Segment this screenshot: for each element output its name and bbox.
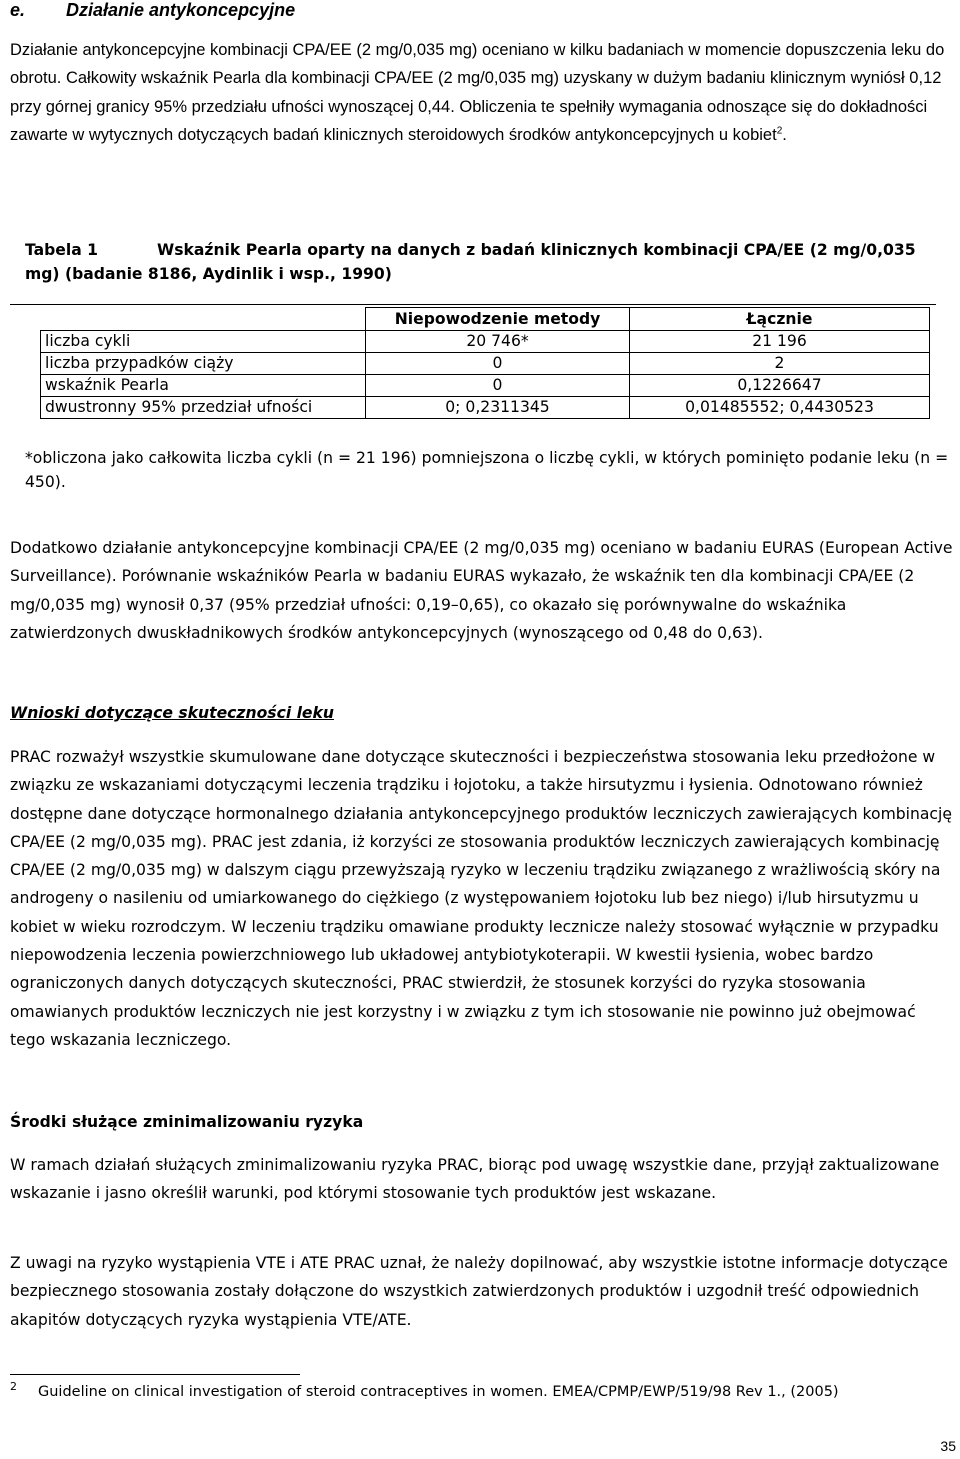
page-number: 35 bbox=[940, 1438, 956, 1454]
risk-minimisation-heading: Środki służące zminimalizowaniu ryzyka bbox=[10, 1113, 364, 1131]
table-cell: liczba cykli bbox=[41, 331, 366, 353]
footnote-reference: 2 bbox=[776, 125, 783, 137]
conclusions-heading: Wnioski dotyczące skuteczności leku bbox=[10, 704, 334, 722]
table-cell: wskaźnik Pearla bbox=[41, 375, 366, 397]
intro-end: . bbox=[782, 125, 787, 144]
table-row bbox=[41, 331, 930, 353]
pearl-index-table bbox=[40, 307, 930, 419]
table-cell: 0,1226647 bbox=[630, 375, 930, 397]
risk-minimisation-paragraph-1: W ramach działań służących zminimalizowaniu ryzyka PRAC, biorąc pod uwagę wszystkie dane, przyjął zaktualizowane wskazanie i jasno określił warunki, pod którymi stosowanie tych produktów jest wskazane. bbox=[10, 1156, 940, 1203]
footnote-separator bbox=[10, 1374, 300, 1375]
euras-paragraph: Dodatkowo działanie antykoncepcyjne kombinacji CPA/EE (2 mg/0,035 mg) oceniano w badaniu EURAS (European Active Surveillance). Porównanie wskaźników Pearla w badaniu EURAS wykazało, że wskaźnik ten dla kombinacji CPA/EE (2 mg/0,035 mg) wynosił 0,37 (95% przedział ufności: 0,19–0,65), co okazało się porównywalne do wskaźnika zatwierdzonych dwuskładnikowych środków antykoncepcyjnych (wynoszącego od 0,48 do 0,63). bbox=[10, 539, 953, 642]
intro-text-a: Działanie antykoncepcyjne kombinacji CPA/EE (2 mg/0,035 mg) oceniano w kilku badaniach w momencie dopuszczenia leku do obrotu. Całkowity wskaźnik Pearla dla kombinacji CPA/EE (2 mg/0,035 mg) uzyskany w dużym badaniu klinicznym wyniósł 0,12 przy górnej granicy 95% przedziału ufności wynoszącej 0,44. bbox=[10, 41, 945, 116]
table-header-total: Łącznie bbox=[630, 308, 930, 331]
table-cell: dwustronny 95% przedział ufności bbox=[41, 397, 366, 419]
table-cell: 0,01485552; 0,4430523 bbox=[630, 397, 930, 419]
table-row bbox=[41, 375, 930, 397]
table-caption bbox=[25, 238, 945, 286]
risk-minimisation-paragraph-2: Z uwagi na ryzyko wystąpienia VTE i ATE PRAC uznał, że należy dopilnować, aby wszystkie istotne informacje dotyczące bezpiecznego stosowania zostały dołączone do wszystkich zatwierdzonych produktów i uzgodnił treść odpowiednich akapitów dotyczących ryzyka wystąpienia VTE/ATE. bbox=[10, 1254, 948, 1329]
table-cell: 20 746* bbox=[366, 331, 630, 353]
footnote-number: 2 bbox=[10, 1380, 17, 1393]
intro-text-b: Obliczenia te spełniły wymagania odnoszące się do dokładności zawarte w wytycznych dotyczących badań klinicznych steroidowych środków antykoncepcyjnych u kobiet bbox=[10, 97, 928, 144]
section-number: e. bbox=[10, 0, 26, 20]
table-caption-text: Wskaźnik Pearla oparty na danych z badań klinicznych kombinacji CPA/EE (2 mg/0,035 mg) (badanie 8186, Aydinlik i wsp., 1990) bbox=[25, 241, 916, 283]
table-label: Tabela 1 bbox=[25, 241, 99, 259]
table-footnote: *obliczona jako całkowita liczba cykli (n = 21 196) pomniejszona o liczbę cykli, w których pominięto podanie leku (n = 450). bbox=[25, 449, 949, 491]
footnote-text: Guideline on clinical investigation of steroid contraceptives in women. EMEA/CPMP/EWP/519/98 Rev 1., (2005) bbox=[38, 1384, 839, 1400]
table-row bbox=[41, 353, 930, 375]
table-cell: 21 196 bbox=[630, 331, 930, 353]
table-cell: 0; 0,2311345 bbox=[366, 397, 630, 419]
conclusions-paragraph: PRAC rozważył wszystkie skumulowane dane dotyczące skuteczności i bezpieczeństwa stosowania leku przedłożone w związku ze wskazaniami dotyczącymi leczenia trądziku i łojotoku, a także hirsutyzmu i łysienia. Odnotowano również dostępne dane dotyczące hormonalnego działania antykoncepcyjnego produktów leczniczych zawierających kombinację CPA/EE (2 mg/0,035 mg). PRAC jest zdania, iż korzyści ze stosowania produktów leczniczych zawierających kombinację CPA/EE (2 mg/0,035 mg) w dalszym ciągu przewyższają ryzyko w leczeniu trądziku związanego z wrażliwością skóry na androgeny o nasileniu od umiarkowanego do ciężkiego (z występowaniem łojotoku lub bez niego) i/lub hirsutyzmu u kobiet w wieku rozrodczym. W leczeniu trądziku omawiane produkty lecznicze należy stosować wyłącznie w przypadku niepowodzenia leczenia powierzchniowego lub układowej antybiotykoterapii. W kwestii łysienia, wobec bardzo ograniczonych danych dotyczących skuteczności, PRAC stwierdził, że stosunek korzyści do ryzyka stosowania omawianych produktów leczniczych nie jest korzystny i w związku z tym ich stosowanie nie powinno już obejmować tego wskazania leczniczego. bbox=[10, 748, 952, 1049]
table-header-empty bbox=[41, 308, 366, 331]
table-header-method-failure: Niepowodzenie metody bbox=[366, 308, 630, 331]
section-heading bbox=[10, 0, 295, 21]
table-header-row bbox=[41, 308, 930, 331]
table-cell: 2 bbox=[630, 353, 930, 375]
table-cell: liczba przypadków ciąży bbox=[41, 353, 366, 375]
table-cell: 0 bbox=[366, 353, 630, 375]
section-title: Działanie antykoncepcyjne bbox=[66, 0, 296, 20]
table-top-rule bbox=[10, 304, 936, 305]
table-row bbox=[41, 397, 930, 419]
intro-paragraph bbox=[10, 36, 955, 149]
table-cell: 0 bbox=[366, 375, 630, 397]
